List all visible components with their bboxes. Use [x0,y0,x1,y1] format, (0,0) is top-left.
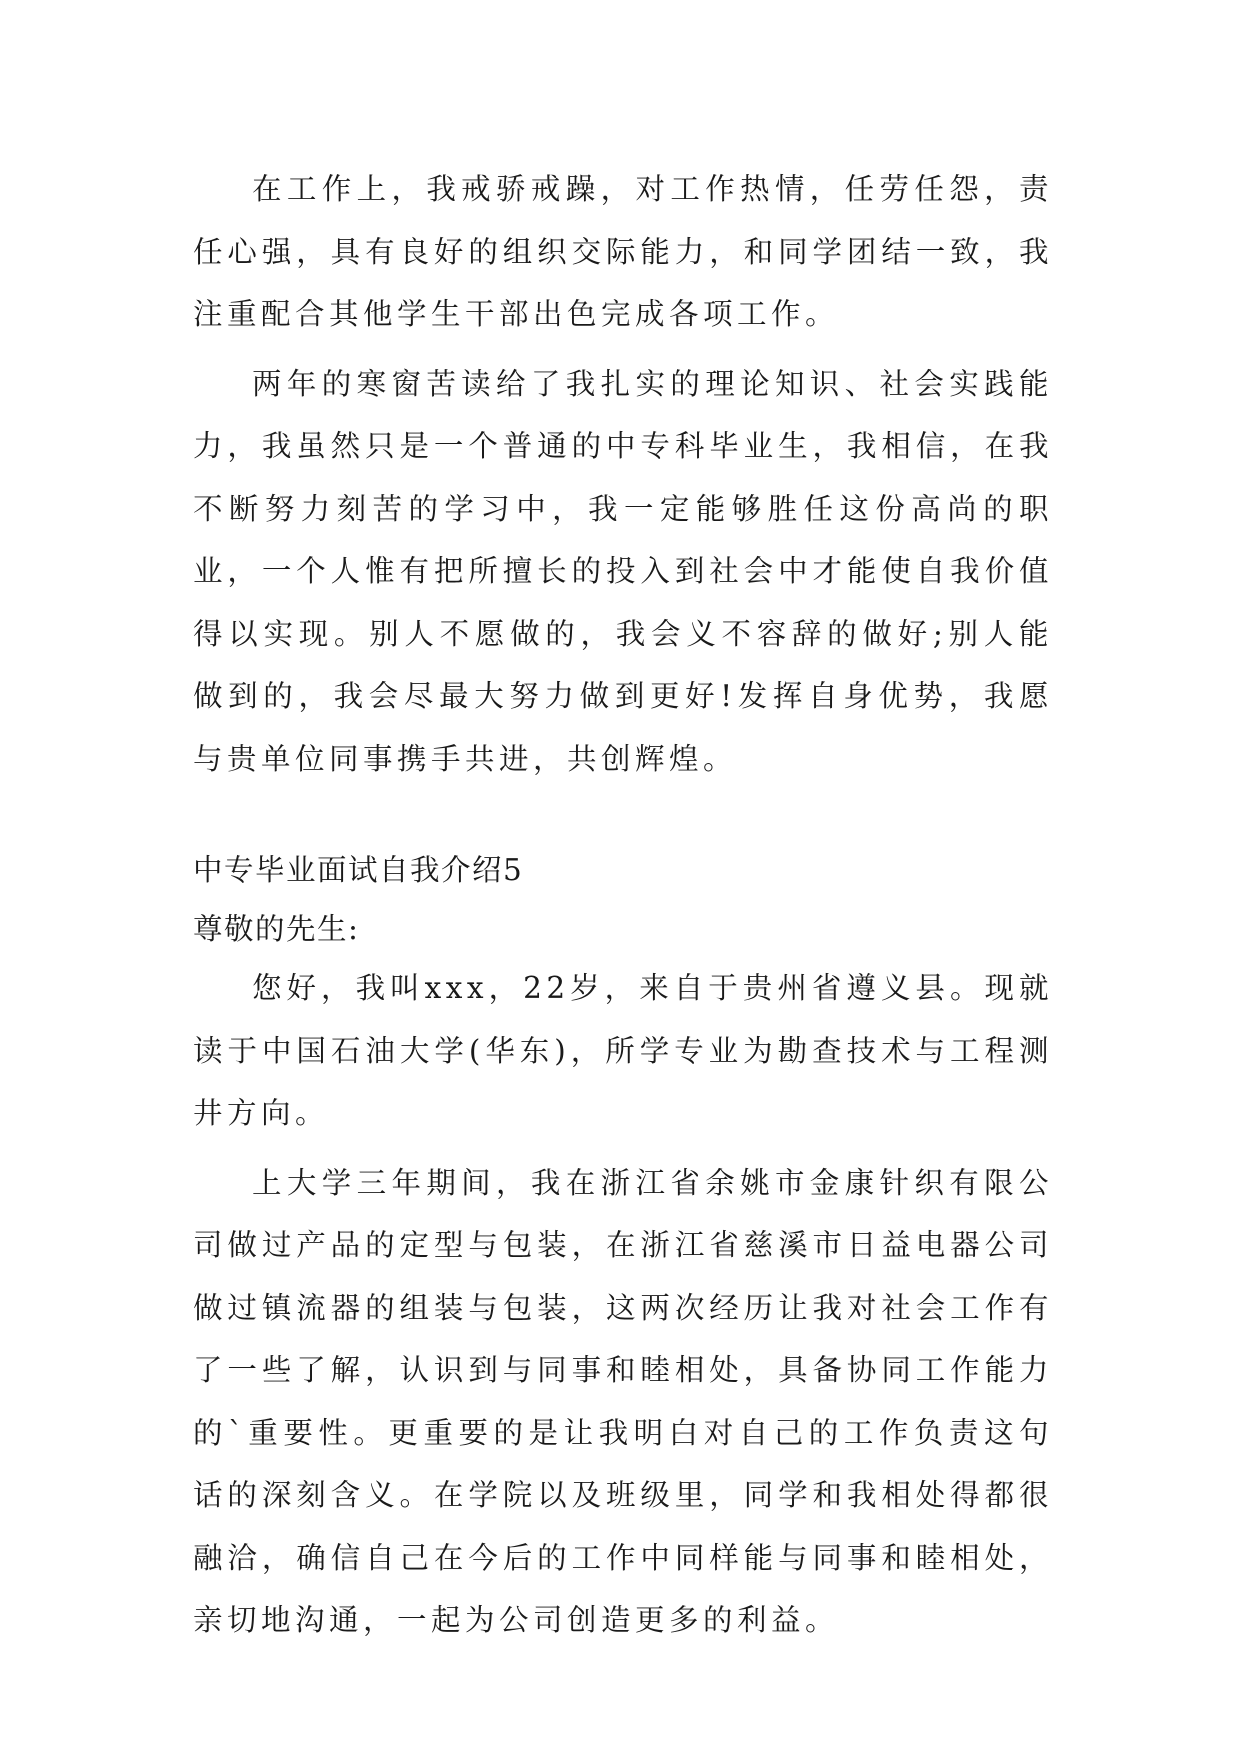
paragraph-study-summary: 两年的寒窗苦读给了我扎实的理论知识、社会实践能力，我虽然只是一个普通的中专科毕业生，我相信，在我不断努力刻苦的学习中，我一定能够胜任这份高尚的职业，一个人惟有把所擅长的投入到社会中才能使自我价值得以实现。别人不愿做的，我会义不容辞的做好;别人能做到的，我会尽最大努力做到更好!发挥自身优势，我愿与贵单位同事携手共进，共创辉煌。 [193,366,1053,776]
section-heading: 中专毕业面试自我介绍5 [193,853,524,887]
document-body [193,158,1053,1659]
section-spacer [193,797,1053,839]
paragraph-work-experience: 上大学三年期间，我在浙江省余姚市金康针织有限公司做过产品的定型与包装，在浙江省慈溪市日益电器公司做过镇流器的组装与包装，这两次经历让我对社会工作有了一些了解，认识到与同事和睦相处，具备协同工作能力的`重要性。更重要的是让我明白对自己的工作负责这句话的深刻含义。在学院以及班级里，同学和我相处得都很融洽，确信自己在今后的工作中同样能与同事和睦相处，亲切地沟通，一起为公司创造更多的利益。 [193,1165,1053,1637]
paragraph-work-attitude: 在工作上，我戒骄戒躁，对工作热情，任劳任怨，责任心强，具有良好的组织交际能力，和同学团结一致，我注重配合其他学生干部出色完成各项工作。 [193,172,1053,331]
paragraph-introduction: 您好，我叫xxx，22岁，来自于贵州省遵义县。现就读于中国石油大学(华东)，所学专业为勘查技术与工程测井方向。 [193,971,1053,1130]
salutation: 尊敬的先生: [193,912,360,946]
